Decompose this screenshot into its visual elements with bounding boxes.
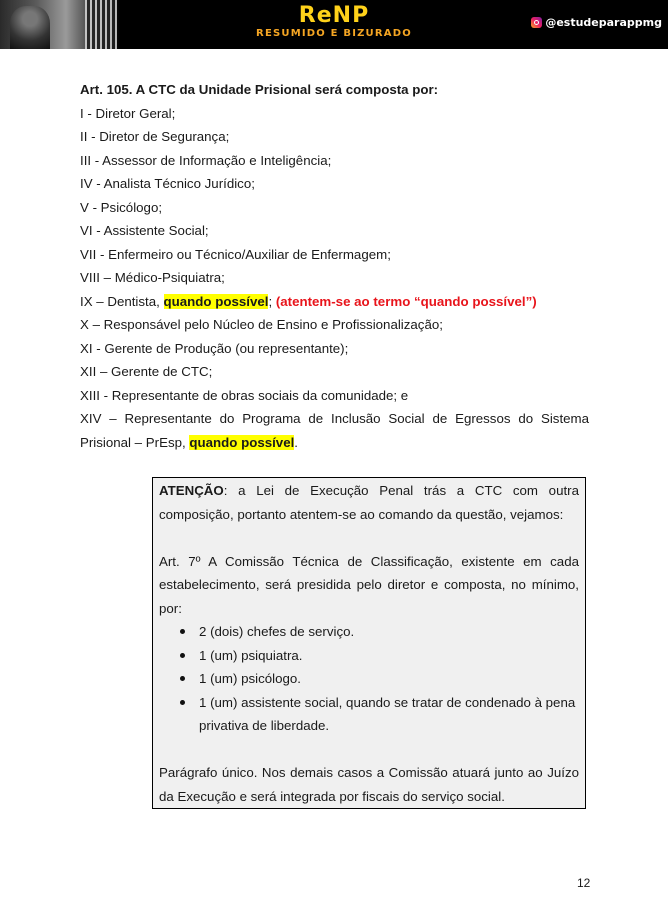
list-item: XIII - Representante de obras sociais da comunidade; e <box>80 387 409 403</box>
item-xiv-text: XIV – Representante do Programa de Inclusão Social de Egressos do Sistema Prisional – PrEsp, <box>80 411 589 450</box>
bullet-item <box>199 620 579 644</box>
bullet-text: 1 (um) assistente social, quando se tratar de condenado à pena privativa de liberdade. <box>199 694 576 733</box>
bullet-text: 1 (um) psicólogo. <box>199 671 301 686</box>
bullet-icon <box>180 700 185 705</box>
attention-box <box>152 477 586 809</box>
art7-text: Art. 7º A Comissão Técnica de Classificação, existente em cada estabelecimento, será presidida pelo diretor e composta, no mínimo, por: <box>159 553 579 616</box>
attention-intro <box>159 479 579 526</box>
list-item: VI - Assistente Social; <box>80 223 209 238</box>
list-item-ix <box>80 290 589 314</box>
list-item: II - Diretor de Segurança; <box>80 129 230 144</box>
article-heading: Art. 105. A CTC da Unidade Prisional será composta por: <box>80 82 439 97</box>
instagram-handle <box>531 16 662 29</box>
attention-label: ATENÇÃO <box>159 483 224 498</box>
list-item: IV - Analista Técnico Jurídico; <box>80 176 255 191</box>
red-note: (atentem-se ao termo “quando possível”) <box>275 293 537 309</box>
list-item-xiv <box>80 407 589 454</box>
item-ix-text: IX – Dentista, <box>80 293 164 309</box>
list-item: XII – Gerente de CTC; <box>80 364 213 379</box>
bullet-item <box>199 667 579 691</box>
bullet-icon <box>180 629 185 634</box>
list-item: III - Assessor de Informação e Inteligência; <box>80 152 332 168</box>
bullet-icon <box>180 653 185 658</box>
logo-title: ReNP <box>298 3 370 28</box>
list-item: XI - Gerente de Produção (ou representante); <box>80 340 349 356</box>
list-item: VII - Enfermeiro ou Técnico/Auxiliar de Enfermagem; <box>80 246 391 262</box>
highlight-quando-possivel: quando possível <box>163 293 269 309</box>
handle-text: @estudeparappmg <box>545 16 662 29</box>
bullet-item <box>199 644 579 668</box>
header-banner <box>0 0 668 49</box>
article-body <box>80 78 589 454</box>
list-item: X – Responsável pelo Núcleo de Ensino e Profissionalização; <box>80 317 443 332</box>
bullet-text: 2 (dois) chefes de serviço. <box>199 624 355 639</box>
list-item: V - Psicólogo; <box>80 199 163 215</box>
item-xiv-end: . <box>294 434 298 450</box>
paragrafo-unico: Parágrafo único. Nos demais casos a Comissão atuará junto ao Juízo da Execução e será integrada por fiscais do serviço social. <box>159 765 579 804</box>
instagram-icon <box>531 17 542 28</box>
bullet-text: 1 (um) psiquiatra. <box>199 647 303 663</box>
list-item: I - Diretor Geral; <box>80 105 176 121</box>
highlight-quando-possivel: quando possível <box>189 434 295 450</box>
bullet-icon <box>180 676 185 681</box>
list-item: VIII – Médico-Psiquiatra; <box>80 270 225 285</box>
bullet-item <box>199 691 579 738</box>
composition-list <box>159 620 579 738</box>
separator: ; <box>268 293 276 309</box>
logo-subtitle: RESUMIDO E BIZURADO <box>256 28 412 39</box>
attention-text: : a Lei de Execução Penal trás a CTC com outra composição, portanto atentem-se ao comando da questão, vejamos: <box>159 483 579 522</box>
page-number: 12 <box>577 876 591 890</box>
